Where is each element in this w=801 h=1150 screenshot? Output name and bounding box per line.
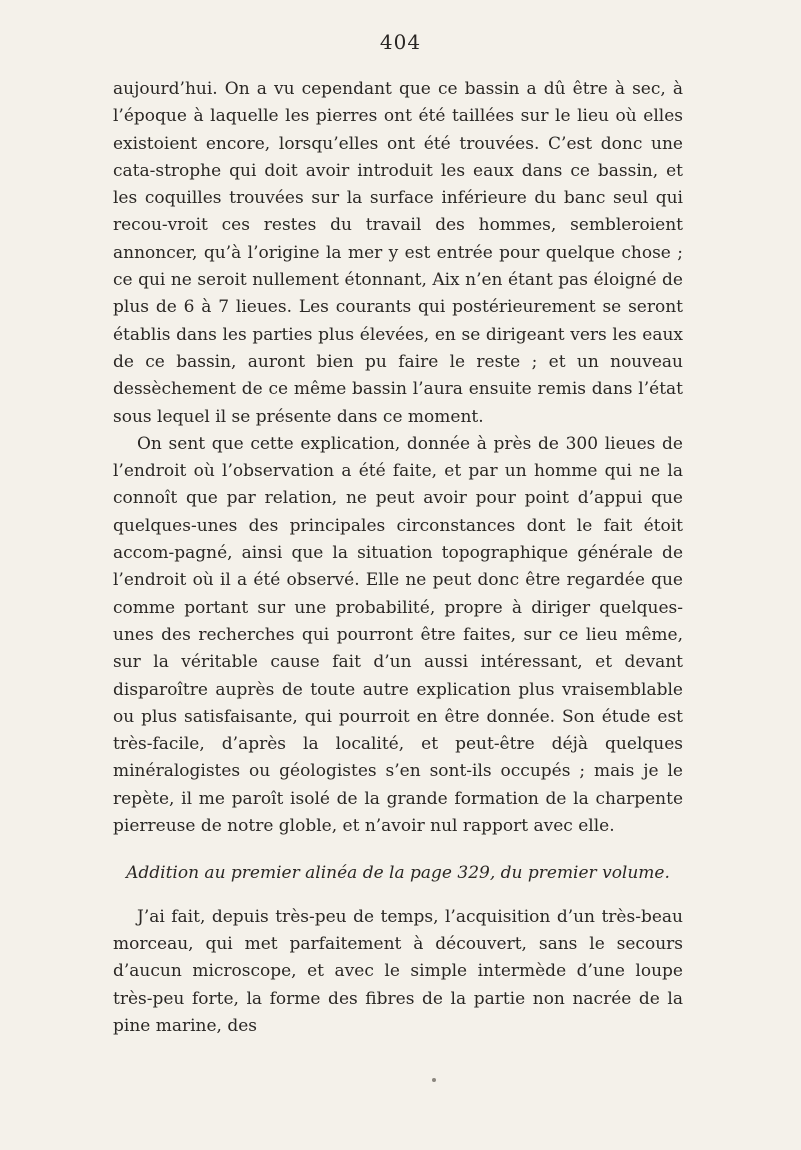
paragraph-2: On sent que cette explication, donnée à près de 300 lieues de l’endroit où l’observation a été faite, et par un homme qui ne la connoît que par relation, ne peut avoir pour point d’appui que quelques-unes des principales circonstances dont le fait étoit accom-pagné, ainsi que la situation topographique générale de l’endroit où il a été observé. Elle ne peut donc être regardée que comme portant sur une probabilité, propre à diriger quelques-unes des recherches qui pourront être faites, sur ce lieu même, sur la véritable cause fait d’un aussi intéressant, et devant disparoître auprès de toute autre explication plus vraisemblable ou plus satisfaisante, qui pourroit en être donnée. Son étude est très-facile, d’après la localité, et peut-être déjà quelques minéralogistes ou géologistes s’en sont-ils occupés ; mais je le repète, il me paroît isolé de la grande formation de la charpente pierreuse de notre globle, et n’avoir nul rapport avec elle. [113,433,683,837]
ink-mark [432,1078,436,1082]
paragraph-3: J’ai fait, depuis très-peu de temps, l’acquisition d’un très-beau morceau, qui met parfaitement à découvert, sans le secours d’aucun microscope, et avec le simple intermède d’une loupe très-peu forte, la forme des fibres de la partie non nacrée de la pine marine, des [113,906,683,1036]
page-number: 404 [379,30,422,54]
section-heading: Addition au premier alinéa de la page 329, du premier volume. [126,863,670,884]
body-text [113,76,683,1040]
paragraph-1: aujourd’hui. On a vu cependant que ce bassin a dû être à sec, à l’époque à laquelle les pierres ont été taillées sur le lieu où elles existoient encore, lorsqu’elles ont été trouvées. C’est donc une cata-strophe qui doit avoir introduit les eaux dans ce bassin, et les coquilles trouvées sur la surface inférieure du banc seul qui recou-vroit ces restes du travail des hommes, sembleroient annoncer, qu’à l’origine la mer y est entrée pour quelque chose ; ce qui ne seroit nullement étonnant, Aix n’en étant pas éloigné de plus de 6 à 7 lieues. Les courants qui postérieurement se seront établis dans les parties plus élevées, en se dirigeant vers les eaux de ce bassin, auront bien pu faire le reste ; et un nouveau dessèchement de ce même bassin l’aura ensuite remis dans l’état sous lequel il se présente dans ce moment. [113,79,683,427]
